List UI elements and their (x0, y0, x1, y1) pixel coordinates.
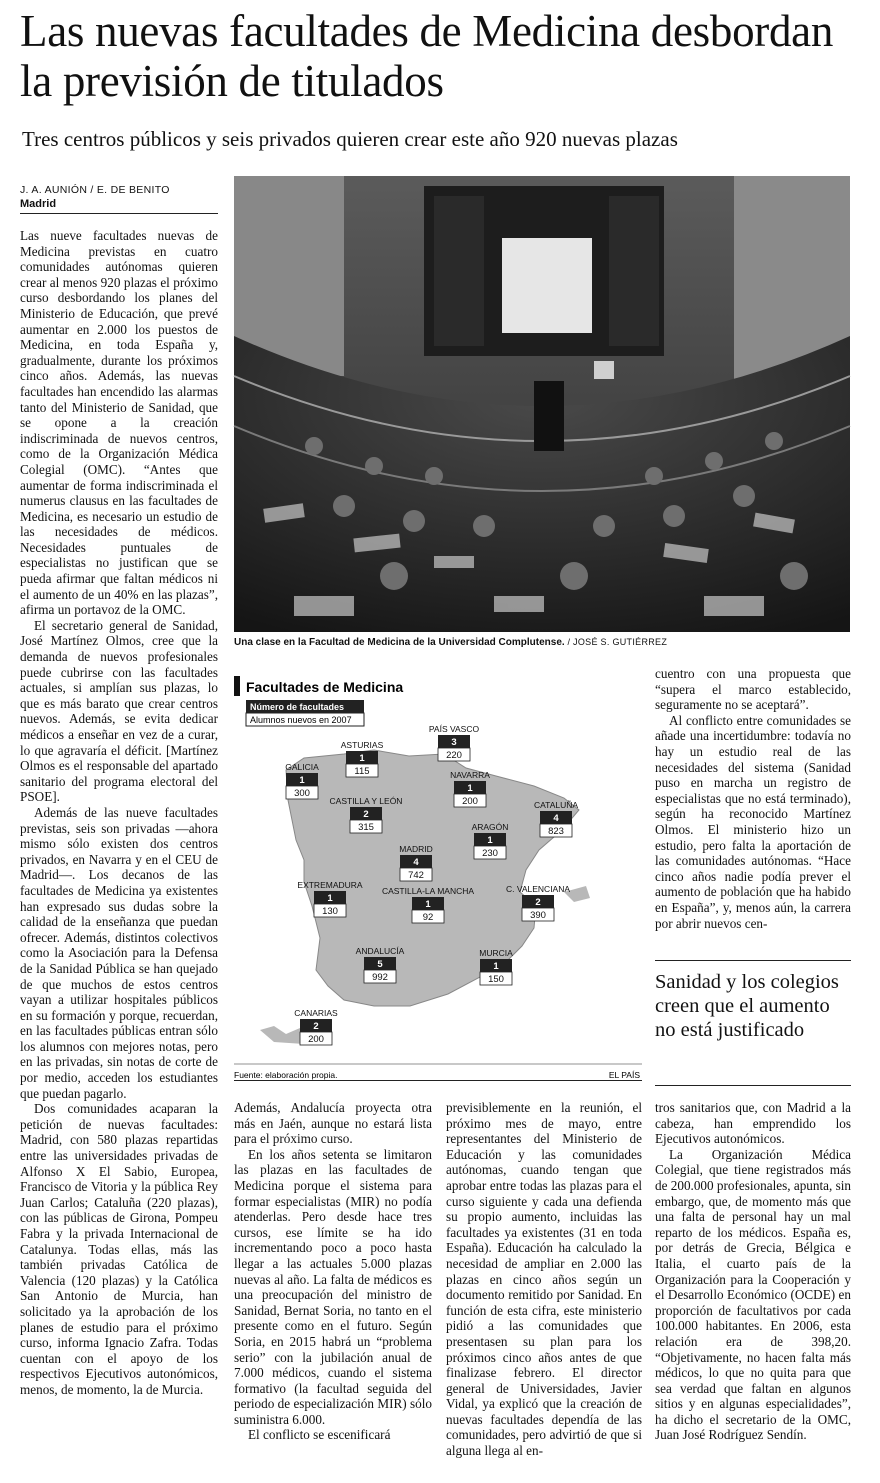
faculty-count-label: 3 (451, 737, 457, 748)
region-name-label: ASTURIAS (340, 740, 384, 750)
map-bottom-rule (234, 1080, 642, 1081)
student-count-label: 92 (422, 912, 434, 923)
title-marker (234, 676, 240, 696)
region-marker-murcia (479, 948, 513, 985)
column-3 (446, 1100, 642, 1473)
spain-mainland-shape (286, 750, 579, 1006)
student-count-label: 115 (354, 766, 370, 777)
region-marker-arag-n (472, 822, 509, 859)
spain-map (234, 670, 642, 1080)
region-marker-galicia (285, 762, 319, 799)
paragraph: Al conflicto entre comunidades se añade una incertidumbre: todavía no hay un estudio real de las necesidades del sistema (Sanidad puso en marcha un registro de especialistas que no está terminado), según ha reconocido Martínez Olmos. El ministerio hizo un estudio, pero falta la aportación de las comunidades autónomas. “Hace cinco años nadie podía prever el aumento de población que ha habido en España”, y, menos aún, la carrera por abrir nuevos cen- (655, 712, 851, 931)
caption-text: Una clase en la Facultad de Medicina de la Universidad Complutense. (234, 637, 565, 648)
region-name-label: ARAGÓN (471, 822, 509, 832)
photo-credit: / JOSÉ S. GUTIÉRREZ (567, 637, 668, 647)
side-headline-rule-bottom (655, 1085, 851, 1086)
paragraph: El conflicto se escenificará (248, 1427, 391, 1443)
paragraph: tros sanitarios que, con Madrid a la cabeza, han emprendido los Ejecutivos autonómicos. (655, 1100, 851, 1147)
paragraph: El secretario general de Sanidad, José Martínez Olmos, cree que la demanda de nuevos profesionales puede cubrirse con las facultades actuales, si amplían sus plazas, lo que es más barato que crear centros nuevos. Además, se evita dedicar médicos a enseñar en vez de a curar, lo que agravaría el déficit. [Martínez Olmos es el responsable del apartado sanitario del programa electoral del PSOE]. (20, 617, 218, 805)
region-name-label: CASTILLA Y LEÓN (329, 796, 403, 806)
region-name-label: PAÍS VASCO (428, 724, 480, 734)
region-name-label: C. VALENCIANA (505, 884, 571, 894)
paragraph: Además de las nueve facultades previstas, seis son privadas —ahora mismo sólo existen dos centros privados, en Navarra y en el CEU de Madrid—. Los decanos de las facultades de Medicina ya existentes han expresado sus dudas sobre la calidad de la enseñanza que puedan ofrecer. Además, distintos colectivos como la Asociación para la Defensa de la Sanidad Pública se han quejado de que muchos de estos centros vayan a utilizar hospitales públicos en su formación y porque, recuerdan, en las facultades públicas entran sólo los alumnos con mejores notas, pero en las privadas, sin notas de corte de por medio, acceden los estudiantes que puedan pagarlo. (20, 804, 218, 1101)
region-marker-asturias (341, 740, 384, 777)
column-4-top (655, 666, 851, 956)
dateline: Madrid (20, 198, 57, 210)
map-title: Facultades de Medicina (246, 679, 404, 695)
region-name-label: MADRID (399, 844, 433, 854)
region-name-label: NAVARRA (450, 770, 490, 780)
faculties-map-graphic (234, 670, 642, 1080)
side-headline: Sanidad y los colegios creen que el aumento no está justificado (655, 971, 839, 1041)
student-count-label: 130 (322, 906, 338, 917)
faculty-count-label: 4 (413, 857, 419, 868)
faculty-count-label: 1 (467, 783, 473, 794)
photo-caption (234, 637, 850, 648)
region-name-label: EXTREMADURA (297, 880, 363, 890)
region-name-label: GALICIA (285, 762, 319, 772)
lecture-hall-photo (234, 176, 850, 632)
legend-faculties: Número de facultades (250, 702, 345, 712)
student-count-label: 220 (446, 750, 462, 761)
region-name-label: ANDALUCÍA (355, 946, 405, 956)
faculty-count-label: 1 (327, 893, 333, 904)
region-marker-catalu-a (534, 800, 578, 837)
column-4-bottom (655, 1100, 851, 1473)
map-publisher: EL PAÍS (608, 1070, 640, 1080)
faculty-count-label: 2 (313, 1021, 319, 1032)
paragraph: Dos comunidades acaparan la petición de nuevas facultades: Madrid, con 580 plazas repartidas entre las universidades privadas de Alfonso X El Sabio, Europea, Francisco de Vitoria y la pública Rey Juan Carlos; Cataluña (220 plazas), con las públicas de Girona, Pompeu Fabra y la privada Internacional de Catalunya. Todas ellas, más las también privadas Católica de Valencia (120 plazas) y la Católica San Antonio de Murcia, han solicitado ya la aprobación de los planes de estudio para el próximo curso, informa Ignacio Zafra. Todas cuentan con el apoyo de los respectivos Ejecutivos autonómicos, menos, de momento, la de Murcia. (20, 1101, 218, 1397)
student-count-label: 315 (358, 822, 374, 833)
student-count-label: 742 (408, 870, 424, 881)
paragraph: La Organización Médica Colegial, que tiene registrados más de 200.000 profesionales, apunta, sin embargo, que, de momento más que una falta de personal hay un mal reparto de los médicos. España es, por detrás de Grecia, Bélgica e Italia, el cuarto país de la Organización para la Cooperación y el Desarrollo Económico (OCDE) en proporción de facultativos por cada 100.000 habitantes. En 2006, esta relación era de 398,20. “Objetivamente, no hacen falta más médicos, lo que no quita para que sea verdad que faltan en algunos sitios y en algunas especialidades”, ha dicho el secretario de la OMC, Juan José Rodríguez Sendín. (655, 1146, 851, 1443)
article-subheadline: Tres centros públicos y seis privados quieren crear este año 920 nuevas plazas (22, 127, 678, 151)
student-count-label: 200 (462, 796, 478, 807)
faculty-count-label: 1 (299, 775, 305, 786)
faculty-count-label: 1 (425, 899, 431, 910)
student-count-label: 200 (308, 1034, 324, 1045)
faculty-count-label: 1 (487, 835, 493, 846)
legend-students: Alumnos nuevos en 2007 (250, 715, 352, 725)
faculty-count-label: 2 (363, 809, 369, 820)
map-source: Fuente: elaboración propia. (234, 1070, 338, 1080)
student-count-label: 390 (530, 910, 546, 921)
side-headline-rule-top (655, 960, 851, 961)
paragraph: cuentro con una propuesta que “supera el marco establecido, seguramente no se aceptará”. (655, 666, 851, 713)
faculty-count-label: 1 (493, 961, 499, 972)
region-name-label: CASTILLA-LA MANCHA (381, 886, 475, 896)
region-name-label: CATALUÑA (533, 800, 579, 810)
student-count-label: 150 (488, 974, 504, 985)
paragraph: Las nueve facultades nuevas de Medicina previstas en cuatro comunidades autónomas quieren crear al menos 920 plazas el próximo curso desbordando los planes del Ministerio de Educación, que prevé aumentar en 2.000 los puestos de Medicina, en toda España y, gradualmente, durante los próximos cinco años. Además, las nuevas facultades han encendido las alarmas tanto del Ministerio de Sanidad, que se opone a la creación indiscriminada de nuevos centros, como de la Organización Médica Colegial (OMC). “Antes que aumentar de forma indiscriminada el numerus clausus en las facultades de Medicina, es necesario un estudio de las necesidades de médicos. Necesidades puntuales de especialistas no justifican que se pueda afirmar que faltan médicos ni el aumento de un 40% en las plazas”, afirma un portavoz de la OMC. (20, 228, 218, 618)
faculty-count-label: 5 (377, 959, 383, 970)
paragraph: En los años setenta se limitaron las plazas en las facultades de Medicina porque el sistema para formar especialistas (MIR) no podía atenderlas. Pero desde hace tres cursos, ese límite se ha ido incrementando poco a poco hasta llegar a las actuales 5.000 plazas nuevas al año. La falta de médicos es una preocupación del ministro de Sanidad, Bernat Soria, no tanto en el presente como en el futuro. Según Soria, en 2015 habrá un “problema serio” con la jubilación anual de 7.000 médicos, cuando el sistema formativo (la facultad seguida del periodo de especialización MIR) sólo suministra 6.000. (234, 1146, 432, 1427)
region-name-label: CANARIAS (294, 1008, 338, 1018)
student-count-label: 992 (372, 972, 388, 983)
region-marker-canarias (294, 1008, 338, 1045)
student-count-label: 300 (294, 788, 310, 799)
column-1 (20, 228, 218, 1473)
faculty-count-label: 2 (535, 897, 541, 908)
student-count-label: 230 (482, 848, 498, 859)
paragraph: previsiblemente en la reunión, el próximo mes de mayo, entre representantes del Ministerio de Educación y las comunidades autónomas, cuando tengan que aprobar entre todas las plazas para el curso siguiente y cada una defienda su propio aumento, incluidas las facultades ya existentes (31 en toda España). Educación ha calculado la necesidad de ampliar en 2.000 las plazas en cinco años según un documento remitido por Sanidad. En función de esta cifra, este ministerio pidió a las comunidades que presentasen su plan para los próximos cinco años antes de que finalizase febrero. El director general de Universidades, Javier Vidal, ya explicó que la creación de nuevas facultades dependía de las comunidades, pero advirtió de que si alguna llega al en- (446, 1100, 642, 1459)
byline: J. A. AUNIÓN / E. DE BENITO (20, 184, 170, 196)
region-marker-navarra (450, 770, 490, 807)
column-2 (234, 1100, 432, 1473)
faculty-count-label: 1 (359, 753, 365, 764)
byline-rule (20, 213, 218, 214)
article-headline: Las nuevas facultades de Medicina desbordan la previsión de titulados (20, 6, 834, 106)
student-count-label: 823 (548, 826, 564, 837)
paragraph: Además, Andalucía proyecta otra más en Jaén, aunque no estará lista para el próximo curso. (234, 1100, 432, 1147)
region-marker-madrid (399, 844, 433, 881)
faculty-count-label: 4 (553, 813, 559, 824)
region-name-label: MURCIA (479, 948, 513, 958)
photo-illustration (234, 176, 850, 632)
